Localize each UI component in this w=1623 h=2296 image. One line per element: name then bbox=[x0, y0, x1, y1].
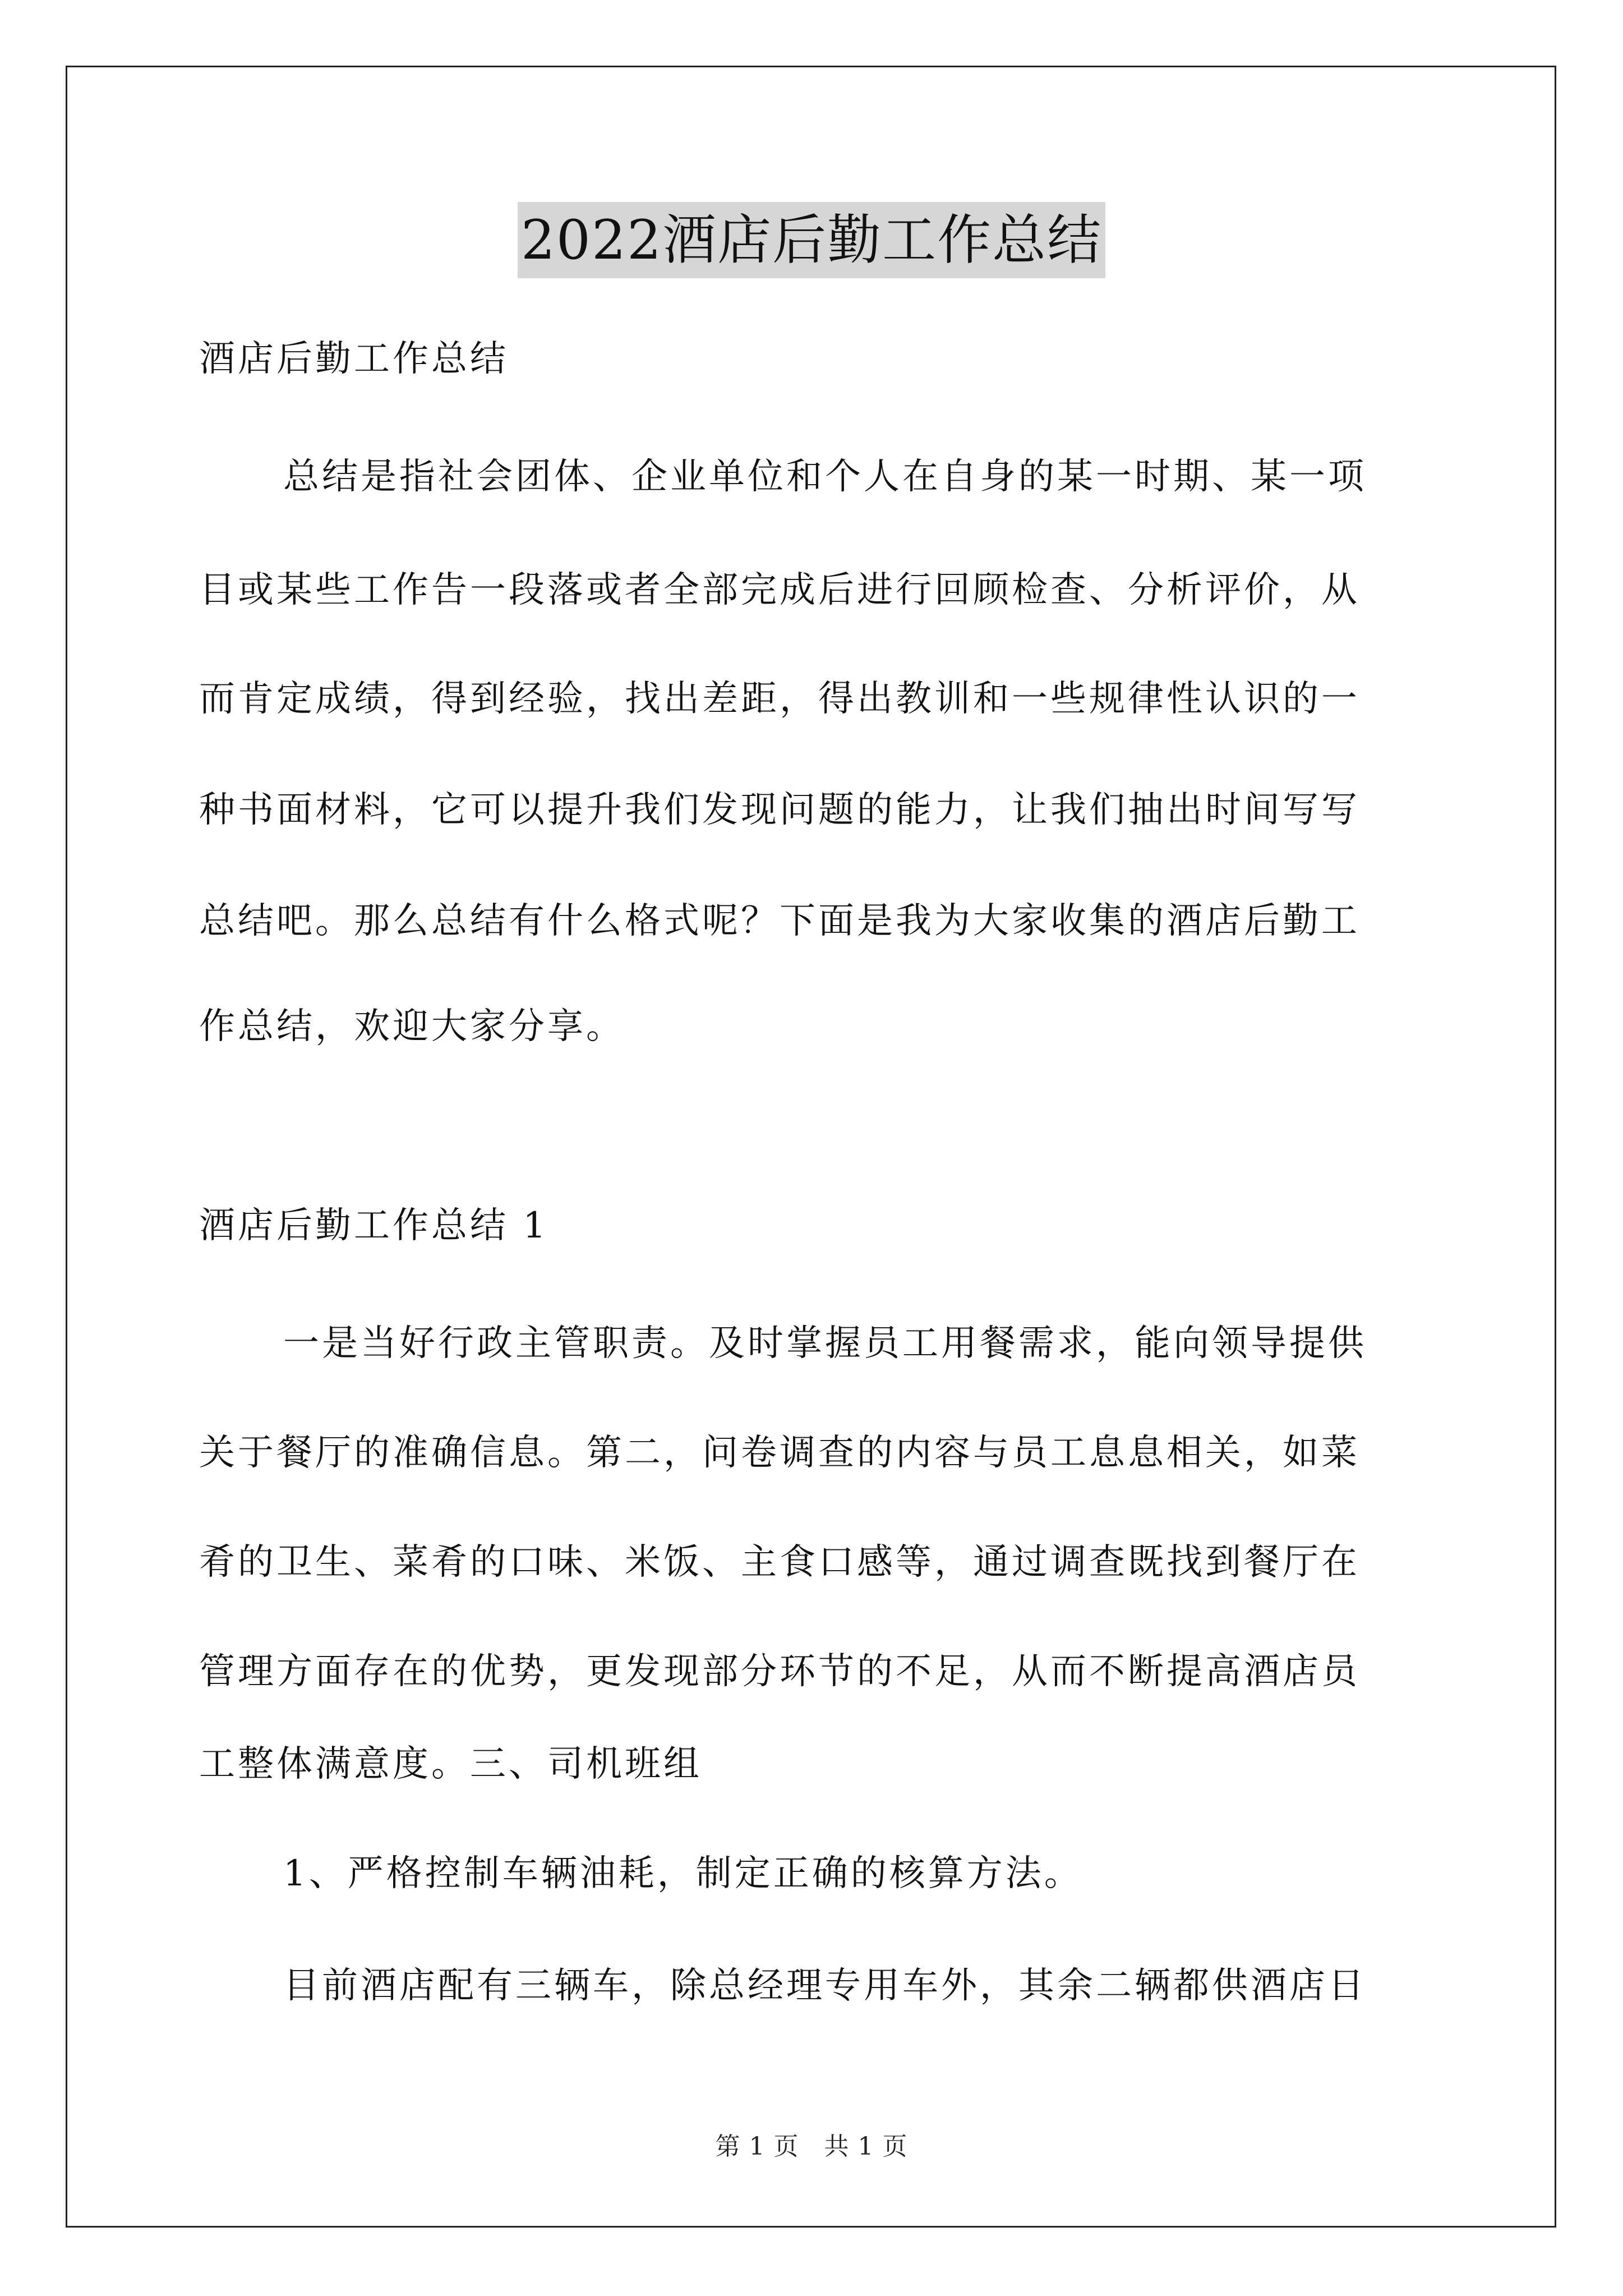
title-container bbox=[0, 202, 1623, 278]
intro-line-3[interactable]: 而肯定成绩，得到经验，找出差距，得出教训和一些规律性认识的一 bbox=[199, 678, 1360, 720]
subtitle[interactable]: 酒店后勤工作总结 bbox=[199, 338, 509, 380]
last-line[interactable]: 目前酒店配有三辆车，除总经理专用车外，其余二辆都供酒店日 bbox=[283, 1965, 1367, 2007]
page-border bbox=[66, 66, 1556, 2228]
intro-line-6[interactable]: 作总结，欢迎大家分享。 bbox=[199, 1006, 625, 1047]
section-line-2[interactable]: 关于餐厅的准确信息。第二，问卷调查的内容与员工息息相关，如菜 bbox=[199, 1432, 1360, 1474]
section-heading[interactable]: 酒店后勤工作总结 1 bbox=[199, 1205, 549, 1246]
intro-line-5[interactable]: 总结吧。那么总结有什么格式呢？下面是我为大家收集的酒店后勤工 bbox=[199, 900, 1360, 942]
section-line-4[interactable]: 管理方面存在的优势，更发现部分环节的不足，从而不断提高酒店员 bbox=[199, 1651, 1360, 1692]
page-number: 第 1 页 共 1 页 bbox=[715, 2132, 908, 2161]
document-title[interactable]: 2022酒店后勤工作总结 bbox=[518, 202, 1105, 278]
intro-line-2[interactable]: 目或某些工作告一段落或者全部完成后进行回顾检查、分析评价，从 bbox=[199, 569, 1360, 611]
section-line-3[interactable]: 肴的卫生、菜肴的口味、米饭、主食口感等，通过调查既找到餐厅在 bbox=[199, 1542, 1360, 1583]
section-line-1[interactable]: 一是当好行政主管职责。及时掌握员工用餐需求，能向领导提供 bbox=[283, 1323, 1367, 1364]
intro-line-1[interactable]: 总结是指社会团体、企业单位和个人在自身的某一时期、某一项 bbox=[283, 456, 1367, 498]
intro-line-4[interactable]: 种书面材料，它可以提升我们发现问题的能力，让我们抽出时间写写 bbox=[199, 789, 1360, 831]
section-line-5[interactable]: 工整体满意度。三、司机班组 bbox=[199, 1743, 702, 1785]
item-line[interactable]: 1、严格控制车辆油耗，制定正确的核算方法。 bbox=[283, 1853, 1083, 1894]
